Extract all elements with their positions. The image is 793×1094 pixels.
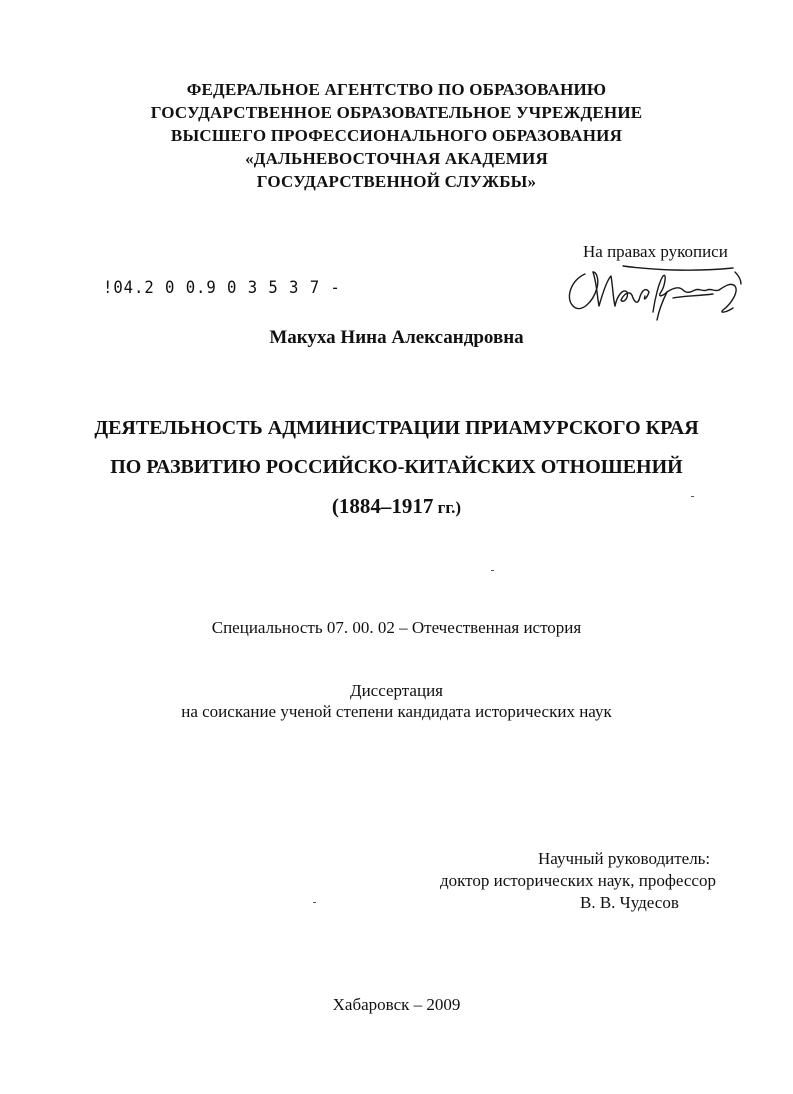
title-line-2: ПО РАЗВИТИЮ РОССИЙСКО-КИТАЙСКИХ ОТНОШЕНИЙ [110, 456, 683, 478]
org-line-1: ФЕДЕРАЛЬНОЕ АГЕНТСТВО ПО ОБРАЗОВАНИЮ [186, 80, 607, 99]
advisor-role: Научный руководитель: [538, 849, 711, 868]
dissertation-title [0, 409, 793, 527]
dissertation-line-2: на соискание ученой степени кандидата исторических наук [181, 702, 612, 721]
dissertation-line-1: Диссертация [349, 681, 443, 700]
handwritten-signature [563, 262, 753, 330]
title-years-line [0, 487, 793, 527]
organization-header [0, 78, 793, 193]
author-name: Макуха Нина Александровна [269, 327, 524, 348]
city-year: Хабаровск – 2009 [332, 995, 461, 1014]
dissertation-type [0, 680, 793, 722]
specialty: Специальность 07. 00. 02 – Отечественная история [211, 618, 582, 637]
manuscript-note: На правах рукописи [583, 242, 728, 261]
scan-speck [313, 902, 316, 903]
org-line-5: ГОСУДАРСТВЕННОЙ СЛУЖБЫ» [256, 172, 537, 191]
scan-speck [491, 570, 494, 571]
stamp-number: !04.2 0 0.9 0 3 5 3 7 - [103, 278, 341, 298]
org-line-3: ВЫСШЕГО ПРОФЕССИОНАЛЬНОГО ОБРАЗОВАНИЯ [170, 126, 623, 145]
title-line-1: ДЕЯТЕЛЬНОСТЬ АДМИНИСТРАЦИИ ПРИАМУРСКОГО КРАЯ [94, 417, 699, 439]
advisor-name: В. В. Чудесов [580, 893, 679, 912]
scan-speck [691, 496, 694, 497]
title-years: (1884–1917 [331, 494, 434, 518]
title-years-suffix: гг.) [433, 498, 462, 517]
org-line-2: ГОСУДАРСТВЕННОЕ ОБРАЗОВАТЕЛЬНОЕ УЧРЕЖДЕНИЕ [150, 103, 643, 122]
org-line-4: «ДАЛЬНЕВОСТОЧНАЯ АКАДЕМИЯ [245, 149, 548, 168]
advisor-degree: доктор исторических наук, профессор [440, 871, 716, 890]
